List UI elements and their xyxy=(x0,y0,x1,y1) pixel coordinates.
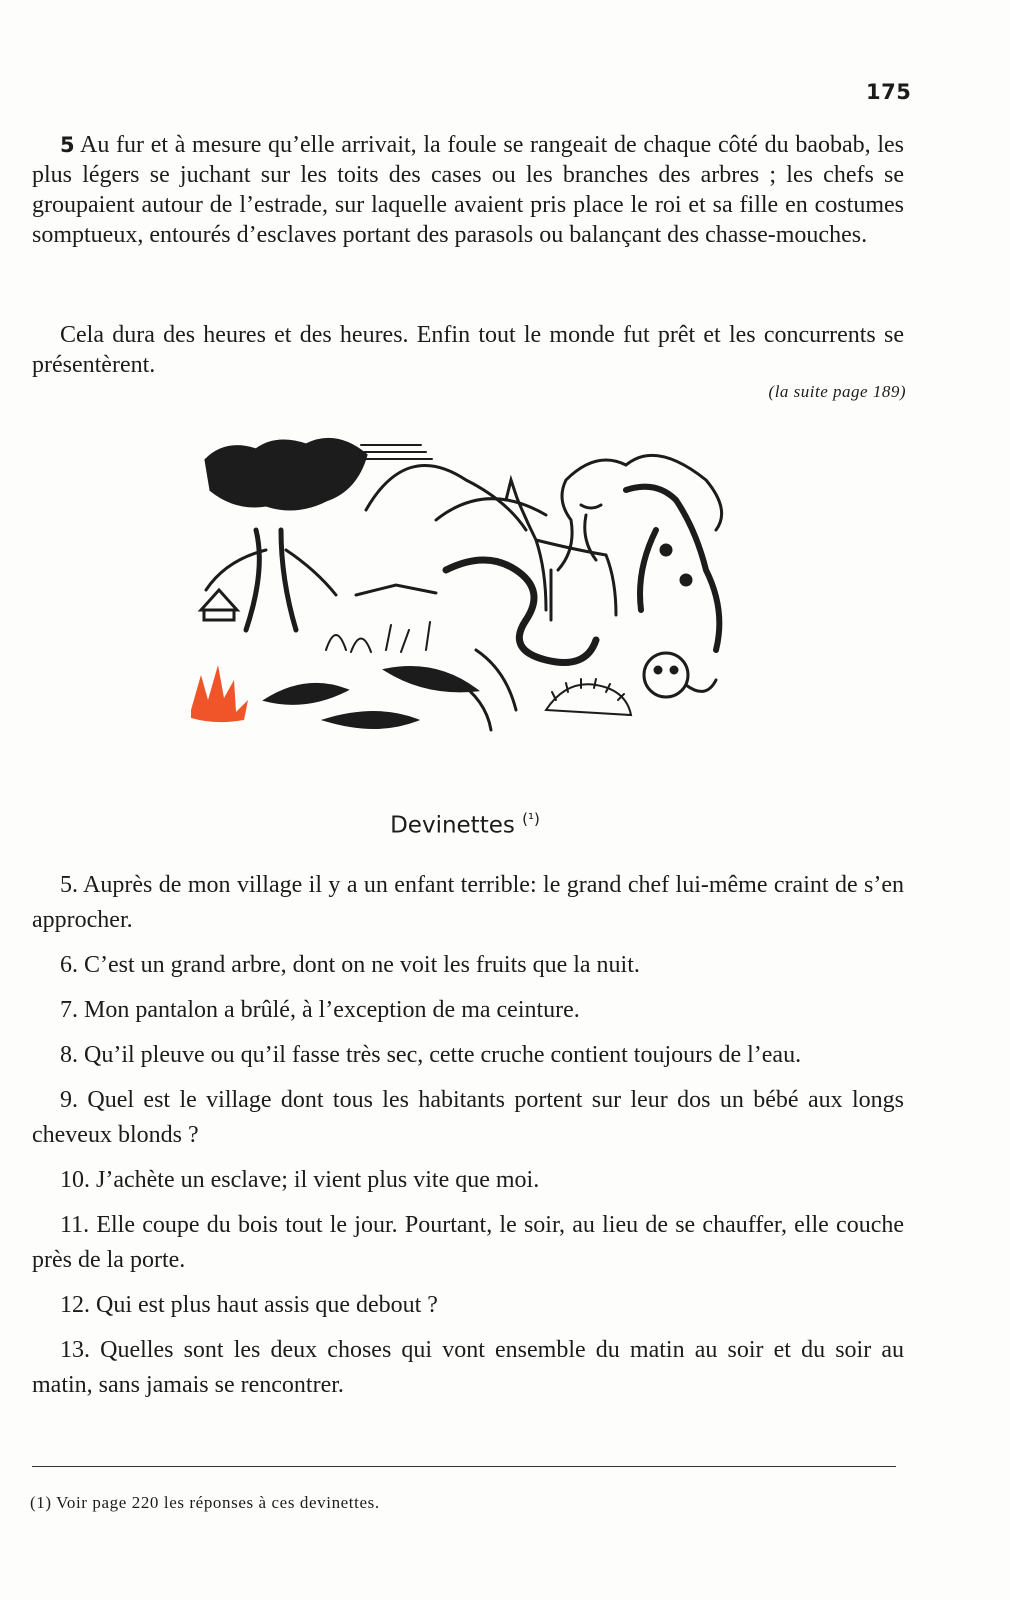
leaves xyxy=(266,668,476,728)
grass xyxy=(326,622,430,652)
paragraph-1-text: Au fur et à mesure qu’elle arrivait, la foule se rangeait de chaque côté du baobab, les plus légers se juchant sur les toits des cases ou les branches des arbres ; les chefs se groupaient autour de l’estrade, sur laquelle avaient pris place le roi et sa fille en costumes somptueux, entourés d’esclaves portant des parasols ou balançant des chasse-mouches. xyxy=(32,132,904,248)
riddle-item: 10. J’achète un esclave; il vient plus vite que moi. xyxy=(60,1167,540,1193)
hut xyxy=(201,590,237,620)
monkey xyxy=(644,653,688,697)
section-title-text: Devinettes xyxy=(390,812,515,839)
footnote: (1) Voir page 220 les réponses à ces devinettes. xyxy=(30,1493,380,1512)
section-title xyxy=(0,810,930,839)
riddle-item: 6. C’est un grand arbre, dont on ne voit les fruits que la nuit. xyxy=(60,952,640,978)
riddle-item: 11. Elle coupe du bois tout le jour. Pourtant, le soir, au lieu de se chauffer, elle couche près de la porte. xyxy=(32,1212,904,1273)
riddle-item: 8. Qu’il pleuve ou qu’il fasse très sec, cette cruche contient toujours de l’eau. xyxy=(60,1042,802,1068)
animals-illustration xyxy=(186,420,746,740)
continued-note: (la suite page 189) xyxy=(768,382,906,401)
leopard xyxy=(626,487,719,650)
footnote-reference: (¹) xyxy=(522,810,540,828)
footnote-divider xyxy=(32,1466,896,1467)
riddle-item: 12. Qui est plus haut assis que debout ? xyxy=(60,1292,438,1318)
fire xyxy=(191,665,248,722)
page-number: 175 xyxy=(866,80,912,104)
riddle-item: 13. Quelles sont les deux choses qui vont ensemble du matin au soir et du soir au matin, sans jamais se rencontrer. xyxy=(32,1337,904,1398)
story-paragraph-2: Cela dura des heures et des heures. Enfin tout le monde fut prêt et les concurrents se présentèrent. xyxy=(32,322,904,378)
story-paragraph-1 xyxy=(32,130,904,250)
paragraph-number: 5 xyxy=(60,133,75,157)
riddles-list xyxy=(32,868,904,1413)
tree-trunk xyxy=(246,530,296,630)
tree-canopy xyxy=(206,439,366,509)
elephant xyxy=(558,455,722,570)
snake xyxy=(446,560,596,663)
riddle-item: 9. Quel est le village dont tous les habitants portent sur leur dos un bébé aux longs cheveux blonds ? xyxy=(32,1087,904,1148)
riddle-item: 7. Mon pantalon a brûlé, à l’exception de ma ceinture. xyxy=(60,997,580,1023)
riddle-item: 5. Auprès de mon village il y a un enfant terrible: le grand chef lui-même craint de s’en approcher. xyxy=(32,872,904,933)
